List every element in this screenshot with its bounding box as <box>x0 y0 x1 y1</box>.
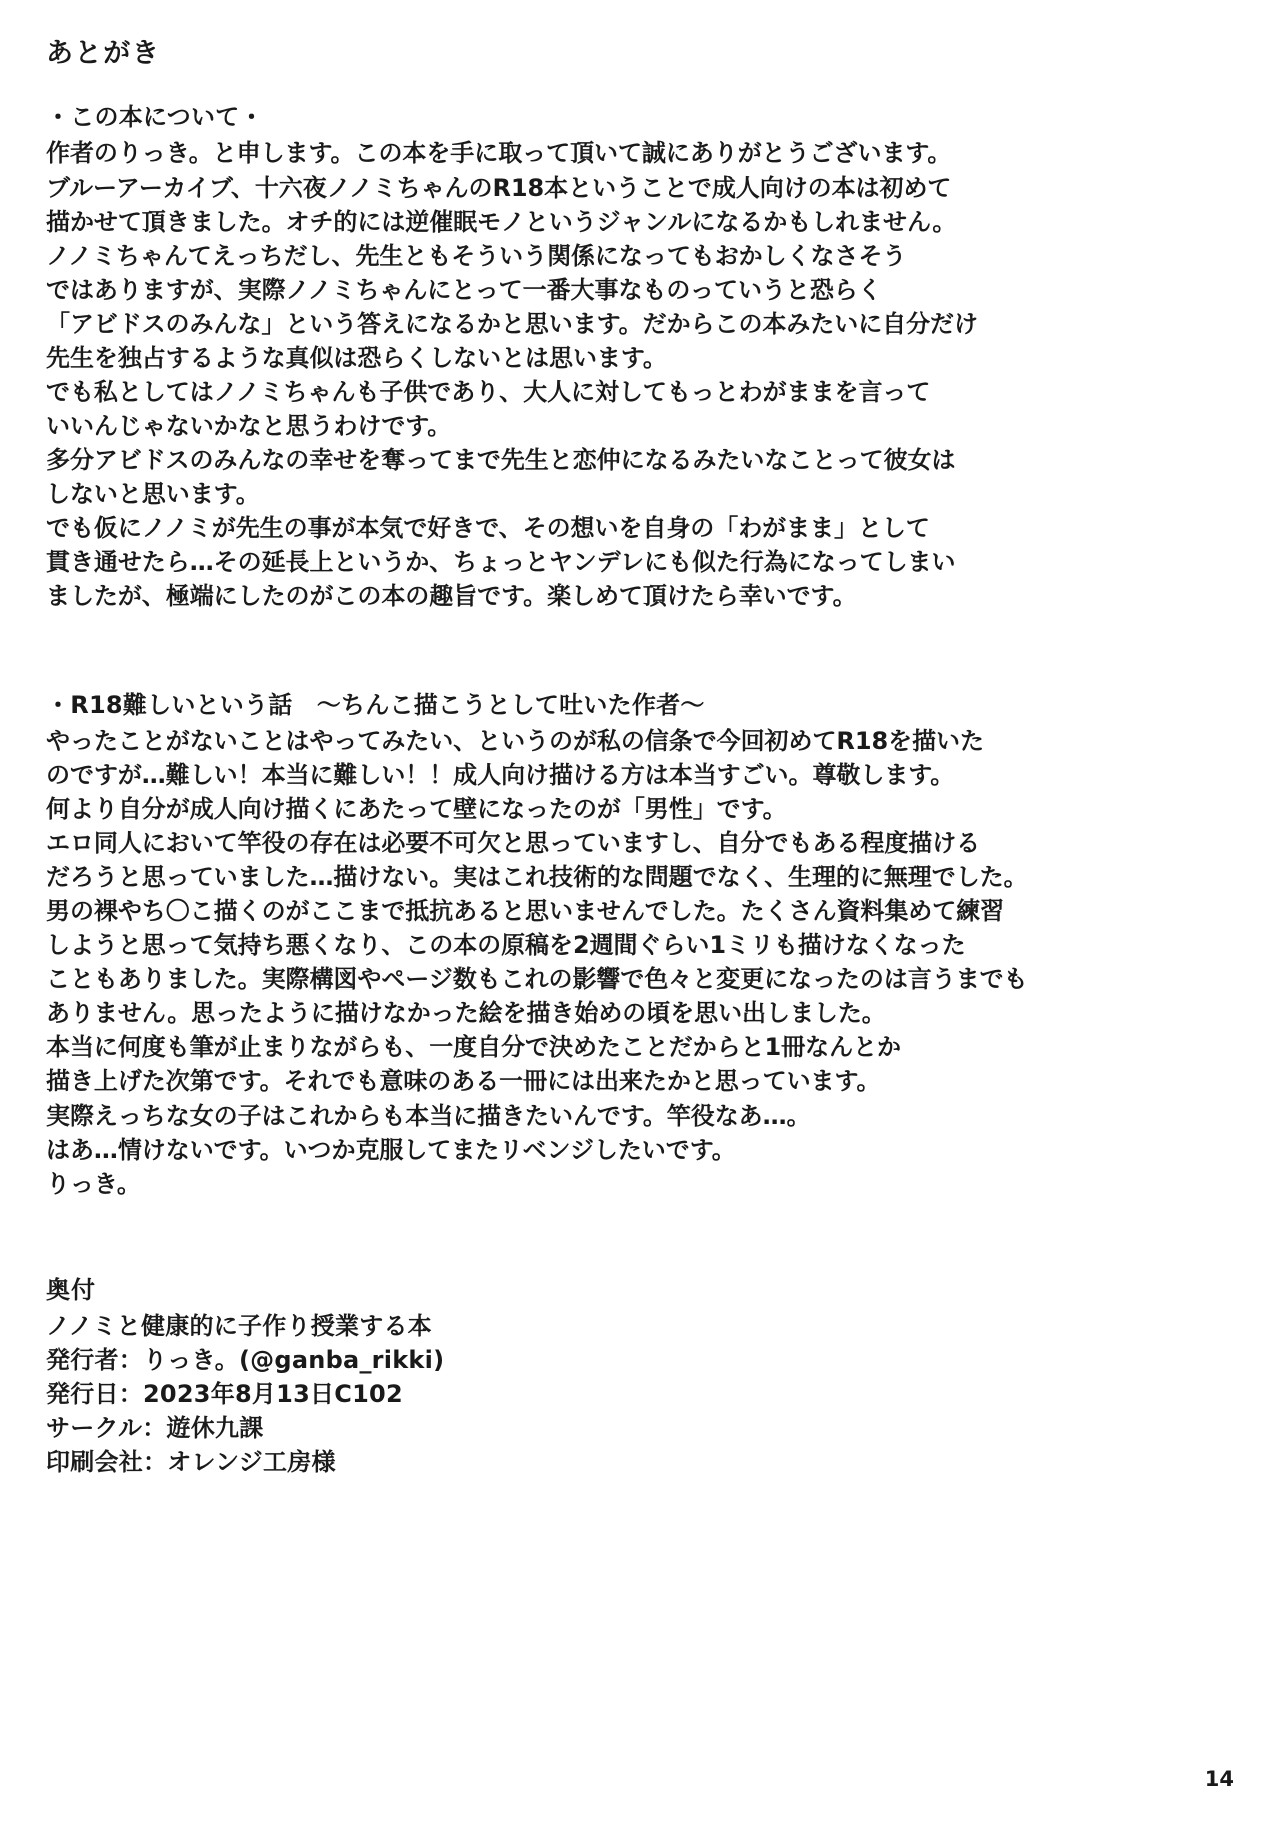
section-divider-space <box>46 622 1234 688</box>
body-line: ブルーアーカイブ、十六夜ノノミちゃんのR18本ということで成人向けの本は初めて <box>46 173 952 202</box>
body-line: でも仮にノノミが先生の事が本気で好きで、その想いを自身の「わがまま」として <box>46 514 930 543</box>
body-line: ではありますが、実際ノノミちゃんにとって一番大事なものっていうと恐らく <box>46 275 882 304</box>
body-line: 「アビドスのみんな」という答えになるかと思います。だからこの本みたいに自分だけ <box>46 309 978 338</box>
body-line: 先生を独占するような真似は恐らくしないとは思います。 <box>46 343 667 372</box>
body-line: のですが…難しい！本当に難しい！！成人向け描ける方は本当すごい。尊敬します。 <box>46 760 955 789</box>
body-line: 実際えっちな女の子はこれからも本当に描きたいんです。竿役なあ…。 <box>46 1101 811 1130</box>
body-line: 描き上げた次第です。それでも意味のある一冊には出来たかと思っています。 <box>46 1067 881 1096</box>
body-line: 男の裸やち〇こ描くのがここまで抵抗あると思いませんでした。たくさん資料集めて練習 <box>46 897 1005 926</box>
body-line: しようと思って気持ち悪くなり、この本の原稿を2週間ぐらい1ミリも描けなくなった <box>46 931 966 960</box>
body-line: 描かせて頂きました。オチ的には逆催眠モノというジャンルになるかもしれません。 <box>46 207 957 236</box>
body-line: 作者のりっき。と申します。この本を手に取って頂いて誠にありがとうございます。 <box>46 139 952 168</box>
colophon-book-title: ノノミと健康的に子作り授業する本 <box>46 1311 432 1340</box>
section-heading: ・R18難しいという話 〜ちんこ描こうとして吐いた作者〜 <box>46 690 705 719</box>
body-line: こともありました。実際構図やページ数もこれの影響で色々と変更になったのは言うまでも <box>46 965 1028 994</box>
body-line: ノノミちゃんてえっちだし、先生ともそういう関係になってもおかしくなさそう <box>46 241 907 270</box>
colophon-circle: サークル：遊休九課 <box>46 1414 264 1443</box>
colophon-publish-date: 発行日：2023年8月13日C102 <box>46 1379 403 1408</box>
colophon-printer: 印刷会社：オレンジ工房様 <box>46 1448 336 1477</box>
body-line: 何より自分が成人向け描くにあたって壁になったのが「男性」です。 <box>46 794 787 823</box>
body-line: 本当に何度も筆が止まりながらも、一度自分で決めたことだからと1冊なんとか <box>46 1033 901 1062</box>
page-title: あとがき <box>46 38 161 69</box>
colophon-title: 奥付 <box>46 1275 96 1304</box>
body-line: しないと思います。 <box>46 480 260 509</box>
section-about-this-book <box>46 100 1234 613</box>
body-line: ありません。思ったように描けなかった絵を描き始めの頃を思い出しました。 <box>46 999 886 1028</box>
section-heading: ・この本について・ <box>46 103 264 132</box>
body-line: 多分アビドスのみんなの幸せを奪ってまで先生と恋仲になるみたいなことって彼女は <box>46 446 956 475</box>
colophon-publisher: 発行者：りっき。(@ganba_rikki) <box>46 1345 445 1374</box>
body-line: エロ同人において竿役の存在は必要不可欠と思っていますし、自分でもある程度描ける <box>46 828 981 857</box>
colophon <box>46 1273 1234 1479</box>
body-line: いいんじゃないかなと思うわけです。 <box>46 412 452 441</box>
section-r18-difficult <box>46 688 1234 1201</box>
body-line: 貫き通せたら…その延長上というか、ちょっとヤンデレにも似た行為になってしまい <box>46 548 956 577</box>
body-line: だろうと思っていました…描けない。実はこれ技術的な問題でなく、生理的に無理でした。 <box>46 862 1028 891</box>
body-line: りっき。 <box>46 1169 141 1198</box>
body-line: ましたが、極端にしたのがこの本の趣旨です。楽しめて頂けたら幸いです。 <box>46 582 857 611</box>
body-line: はあ…情けないです。いつか克服してまたリベンジしたいです。 <box>46 1135 736 1164</box>
page-number: 14 <box>1204 1767 1234 1791</box>
body-line: でも私としてはノノミちゃんも子供であり、大人に対してもっとわがままを言って <box>46 378 931 407</box>
body-line: やったことがないことはやってみたい、というのが私の信条で今回初めてR18を描いた <box>46 726 984 755</box>
